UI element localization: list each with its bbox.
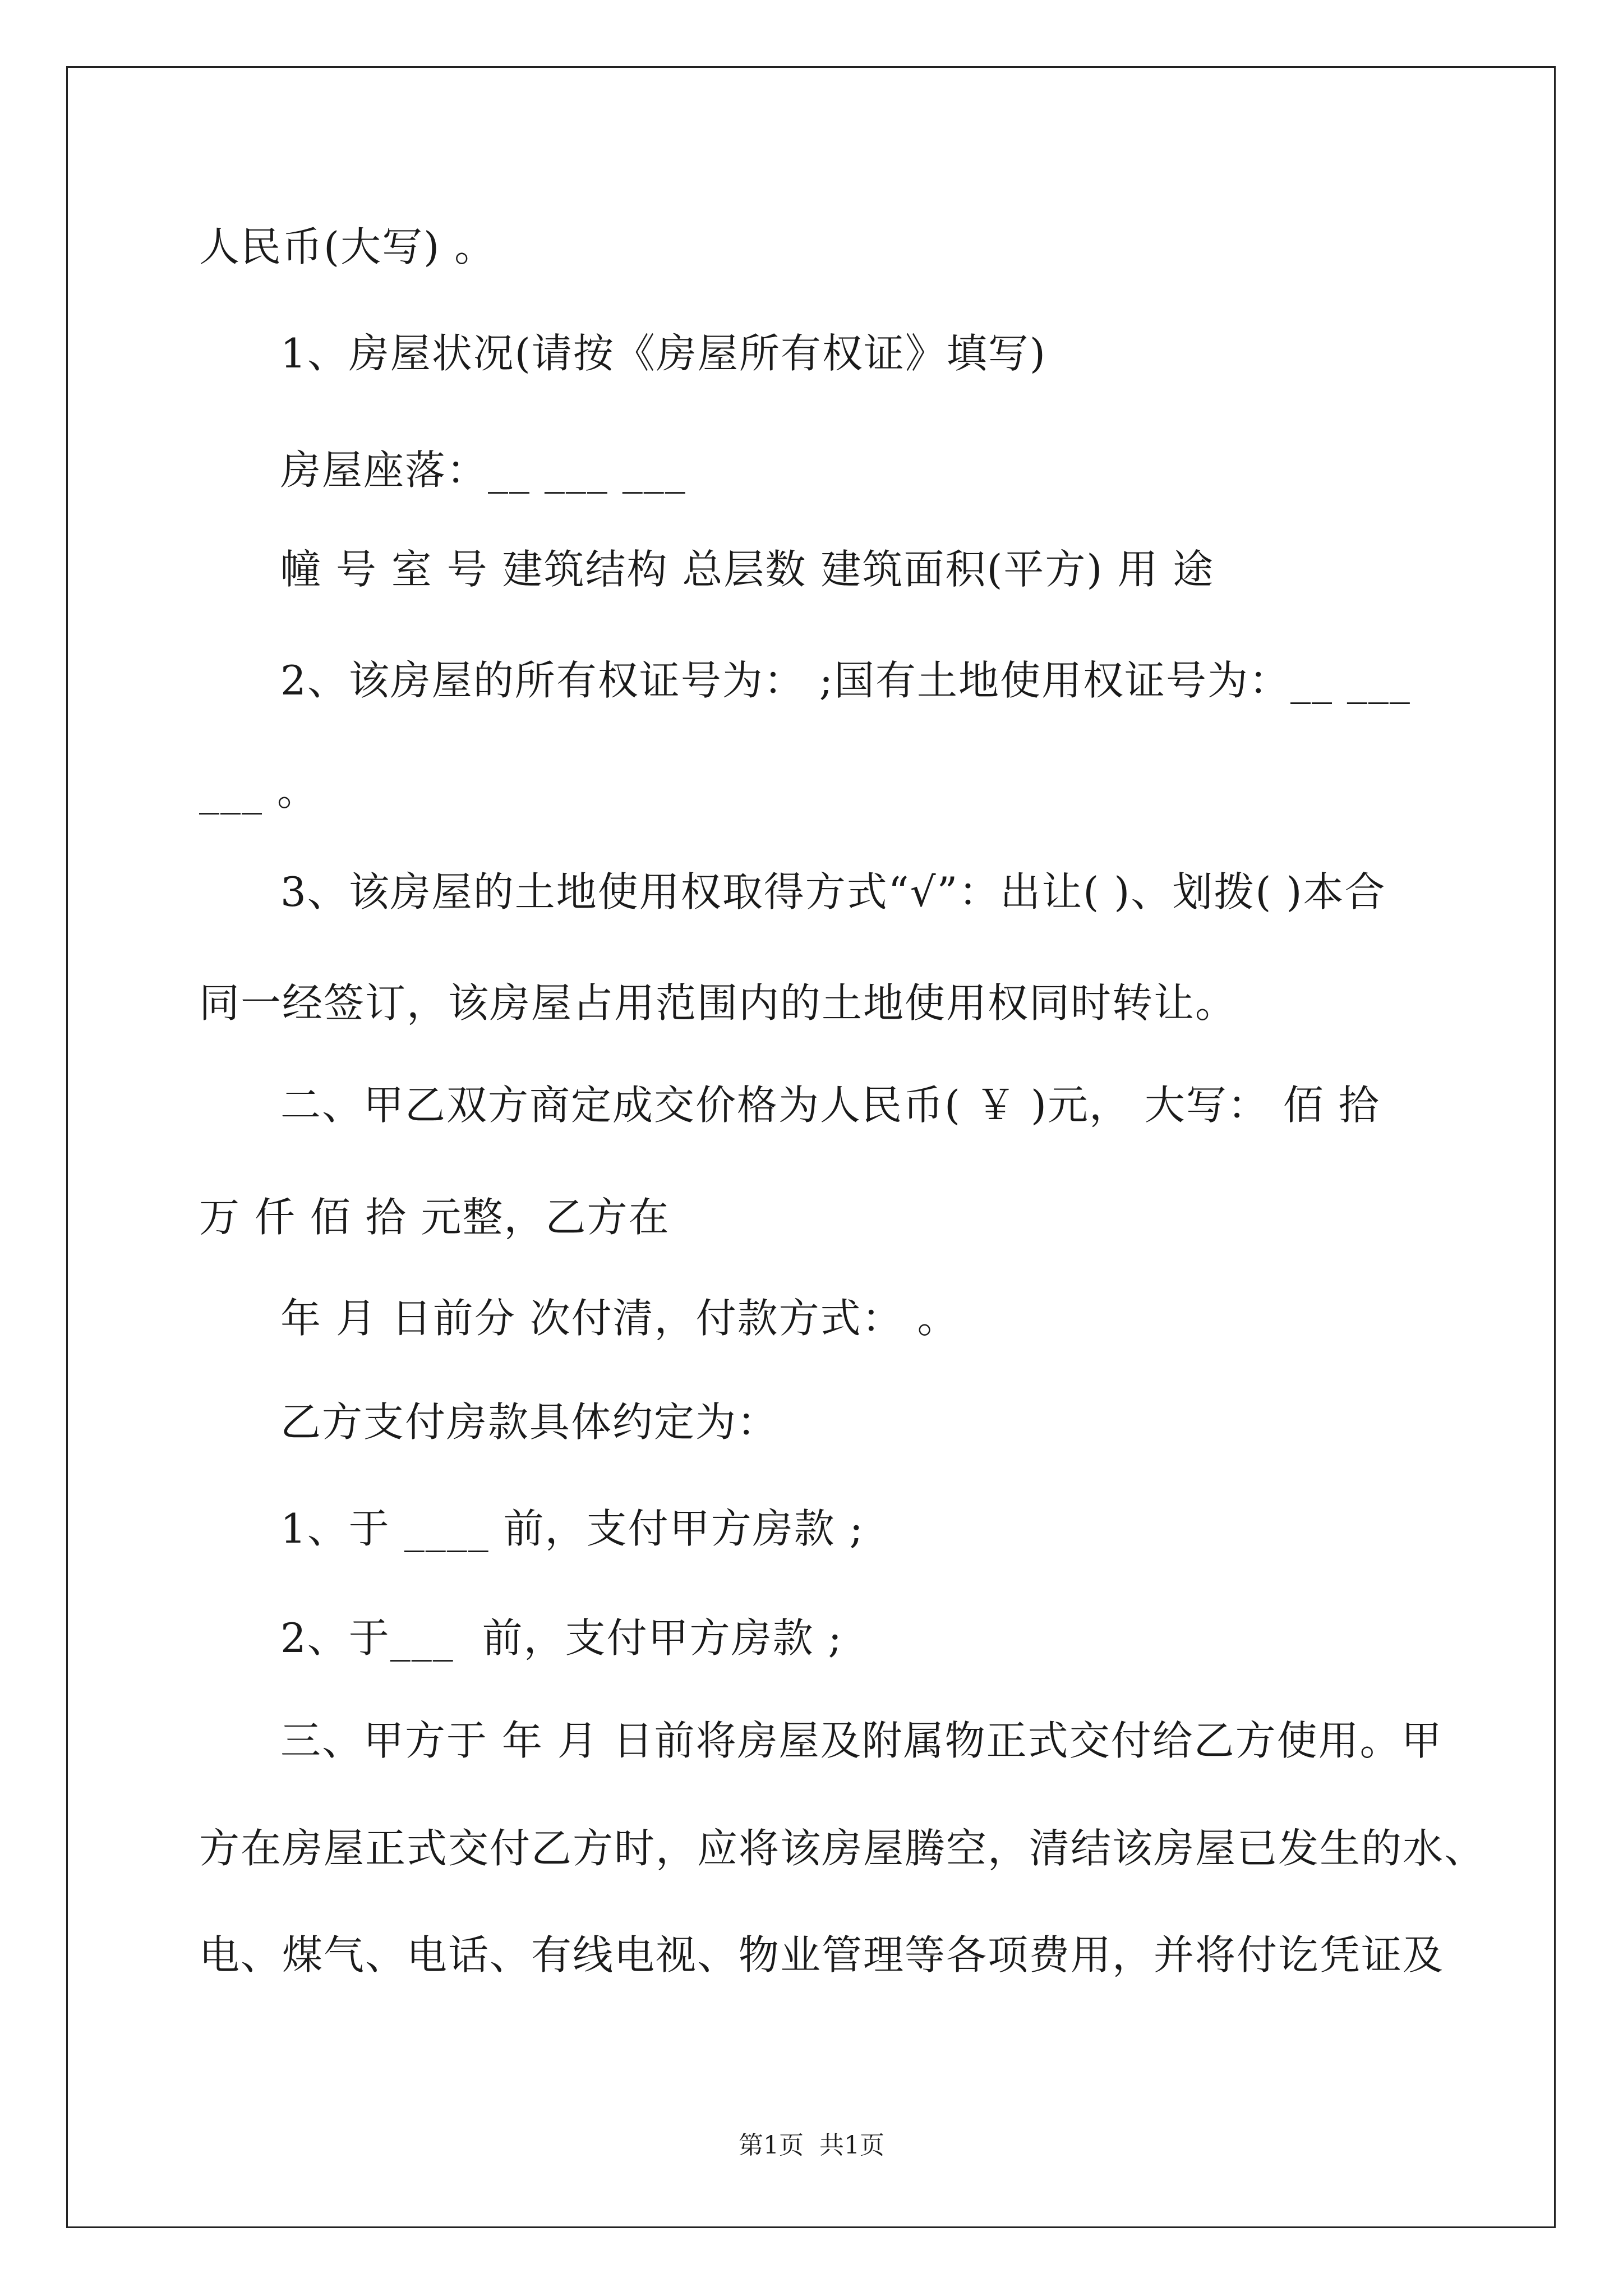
- text-line-9: 二、甲乙双方商定成交价格为人民币( ￥ )元， 大写： 佰 拾: [280, 1082, 1380, 1129]
- text-line-14: 2、于___ 前，支付甲方房款 ;: [280, 1614, 843, 1662]
- text-line-1: 人民币(大写) 。: [199, 223, 496, 270]
- text-line-16: 方在房屋正式交付乙方时，应将该房屋腾空，清结该房屋已发生的水、: [199, 1825, 1486, 1872]
- text-line-10: 万 仟 佰 拾 元整，乙方在: [199, 1194, 670, 1241]
- text-line-5: 2、该房屋的所有权证号为： ;国有土地使用权证号为：__ ___: [280, 657, 1411, 704]
- page-border: [66, 66, 1556, 2228]
- text-line-4: 幢 号 室 号 建筑结构 总层数 建筑面积(平方) 用 途: [280, 546, 1215, 593]
- text-line-7: 3、该房屋的土地使用权取得方式“√”：出让( )、划拨( )本合: [280, 868, 1386, 915]
- text-line-15: 三、甲方于 年 月 日前将房屋及附属物正式交付给乙方使用。甲: [280, 1717, 1443, 1764]
- text-line-2: 1、房屋状况(请按《房屋所有权证》填写): [280, 330, 1046, 377]
- page-number-footer: 第1页 共1页: [739, 2131, 884, 2160]
- text-line-13: 1、于 ____ 前，支付甲方房款 ;: [280, 1505, 864, 1552]
- text-line-12: 乙方支付房款具体约定为：: [280, 1398, 779, 1446]
- text-line-8: 同一经签订，该房屋占用范围内的土地使用权同时转让。: [199, 979, 1237, 1027]
- text-line-11: 年 月 日前分 次付清，付款方式： 。: [280, 1295, 959, 1342]
- text-line-3: 房屋座落：__ ___ ___: [280, 447, 686, 494]
- text-line-17: 电、煤气、电话、有线电视、物业管理等各项费用，并将付讫凭证及: [199, 1931, 1445, 1978]
- text-line-6: ___ 。: [199, 767, 319, 815]
